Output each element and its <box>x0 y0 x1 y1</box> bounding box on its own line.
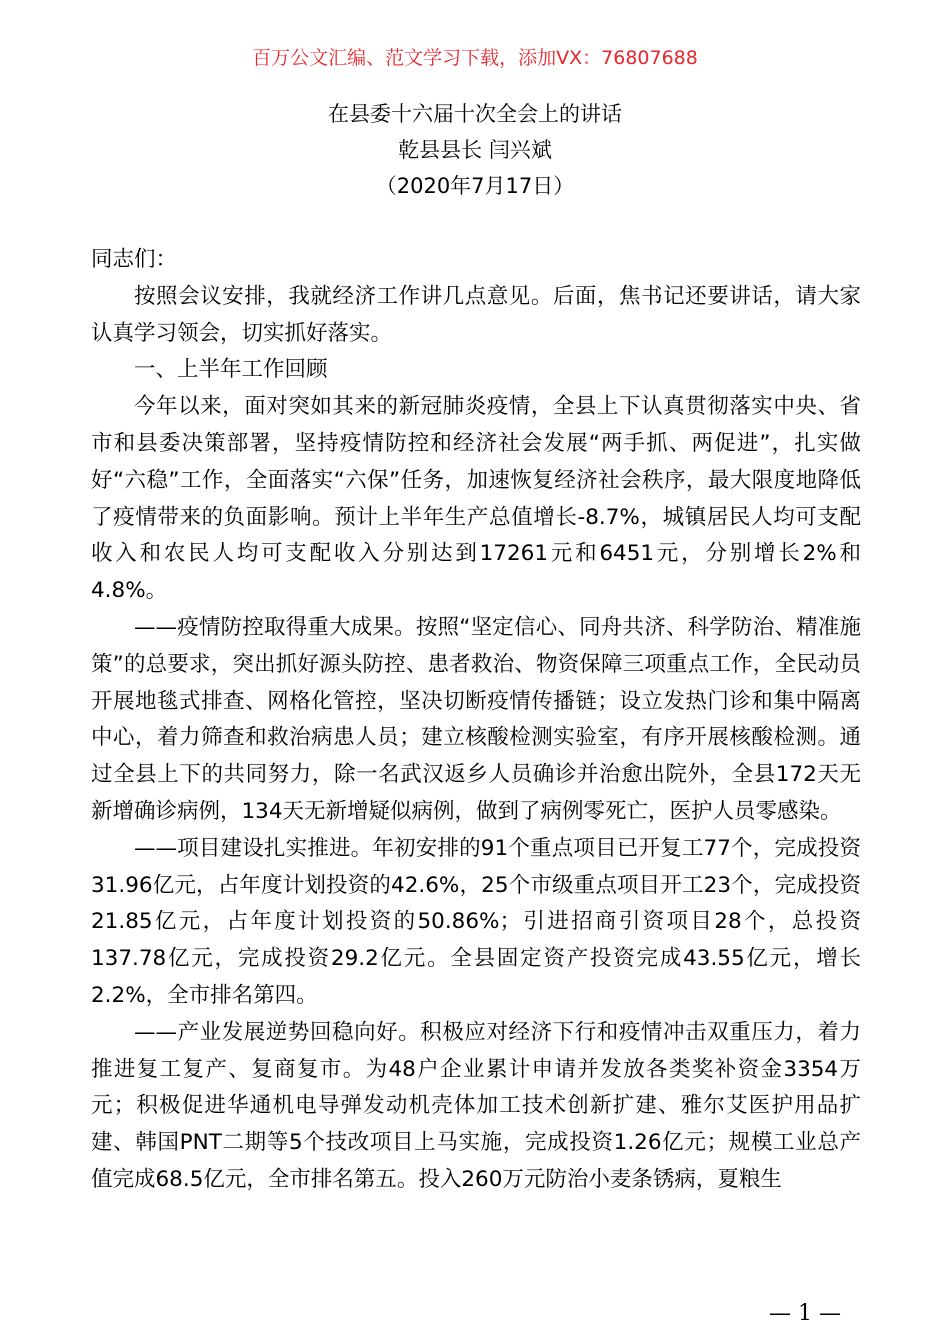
opening-paragraph: 按照会议安排，我就经济工作讲几点意见。后面，焦书记还要讲话，请大家认真学习领会，切实抓好落实。 <box>91 283 861 346</box>
speech-body <box>91 242 861 1199</box>
industry-paragraph: ——产业发展逆势回稳向好。积极应对经济下行和疫情冲击双重压力，着力推进复工复产、复商复市。为48户企业累计申请并发放各类奖补资金3354万元；积极促进华通机电导弹发动机壳体加工技术创新扩建、雅尔艾医护用品扩建、韩国PNT二期等5个技改项目上马实施，完成投资1.26亿元；规模工业总产值完成68.5亿元，全市排名第五。投入260万元防治小麦条锈病，夏粮生 <box>91 1019 861 1192</box>
download-banner: 百万公文汇编、范文学习下载，添加VX：76807688 <box>252 47 698 69</box>
speaker-line: 乾县县长 闫兴斌 <box>398 138 552 162</box>
epidemic-paragraph: ——疫情防控取得重大成果。按照“坚定信心、同舟共济、科学防治、精准施策”的总要求，突出抓好源头防控、患者救治、物资保障三项重点工作，全民动员开展地毯式排查、网格化管控，坚决切断疫情传播链；设立发热门诊和集中隔离中心，着力筛查和救治病患人员；建立核酸检测实验室，有序开展核酸检测。通过全县上下的共同努力，除一名武汉返乡人员确诊并治愈出院外，全县172天无新增确诊病例，134天无新增疑似病例，做到了病例零死亡，医护人员零感染。 <box>91 614 861 824</box>
speech-title: 在县委十六届十次全会上的讲话 <box>328 102 622 126</box>
speech-title-block <box>0 96 950 204</box>
speech-date: （2020年7月17日） <box>375 174 575 198</box>
projects-paragraph: ——项目建设扎实推进。年初安排的91个重点项目已开复工77个，完成投资31.96亿元，占年度计划投资的42.6%，25个市级重点项目开工23个，完成投资21.85亿元，占年度计划投资的50.86%；引进招商引资项目28个，总投资137.78亿元，完成投资29.2亿元。全县固定资产投资完成43.55亿元，增长2.2%，全市排名第四。 <box>91 835 861 1008</box>
section-heading: 一、上半年工作回顾 <box>134 357 328 383</box>
greeting: 同志们： <box>91 247 178 272</box>
overview-paragraph: 今年以来，面对突如其来的新冠肺炎疫情，全县上下认真贯彻落实中央、省市和县委决策部署，坚持疫情防控和经济社会发展“两手抓、两促进”，扎实做好“六稳”工作，全面落实“六保”任务，加速恢复经济社会秩序，最大限度地降低了疫情带来的负面影响。预计上半年生产总值增长-8.7%，城镇居民人均可支配收入和农民人均可支配收入分别达到17261元和6451元，分别增长2%和4.8%。 <box>91 394 861 604</box>
page-number: — 1 — <box>769 1301 841 1326</box>
